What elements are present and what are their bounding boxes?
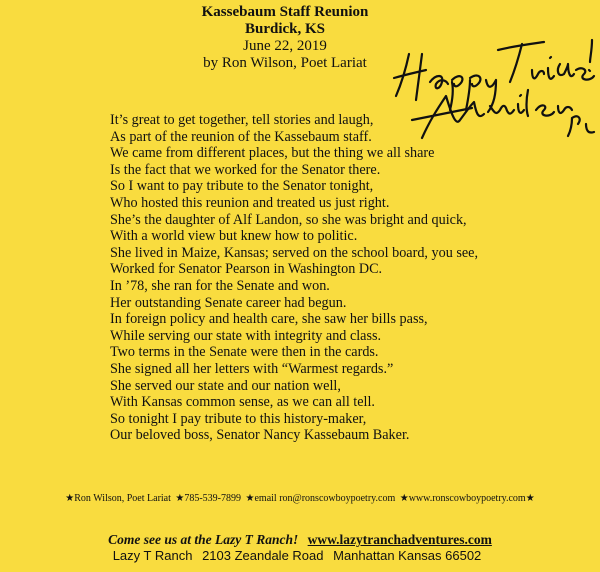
poem-line: She signed all her letters with “Warmest regards.” (110, 360, 394, 377)
contact-website: ★www.ronscowboypoetry.com★ (399, 493, 535, 504)
promo-website-link[interactable]: www.lazytranchadventures.com (307, 532, 492, 547)
poem-line: As part of the reunion of the Kassebaum staff. (110, 128, 372, 145)
ranch-name: Lazy T Ranch (112, 548, 193, 563)
contact-email: ★email ron@ronscowboypoetry.com (245, 493, 396, 504)
poem-line: Two terms in the Senate were then in the cards. (110, 344, 379, 361)
poem-body (110, 112, 510, 444)
poem-line: While serving our state with integrity and class. (110, 327, 382, 344)
poem-line: So tonight I pay tribute to this history-maker, (110, 410, 367, 427)
contact-phone: ★785-539-7899 (175, 493, 242, 504)
poem-line: We came from different places, but the thing we all share (110, 145, 435, 162)
poem-line: With Kansas common sense, as we can all tell. (110, 394, 375, 411)
promo-call-to-action: Come see us at the Lazy T Ranch! (108, 532, 299, 547)
poem-line: Is the fact that we worked for the Senator there. (110, 161, 381, 178)
poem-line: It’s great to get together, tell stories and laugh, (110, 112, 374, 128)
poem-line: In foreign policy and health care, she saw her bills pass, (110, 311, 428, 328)
poem-line: Her outstanding Senate career had begun. (110, 294, 347, 311)
event-date: June 22, 2019 (243, 38, 327, 54)
event-location: Burdick, KS (244, 21, 326, 37)
poem-line: She served our state and our nation well, (110, 377, 341, 394)
contact-name: ★Ron Wilson, Poet Lariat (65, 493, 171, 504)
poem-line: She lived in Maize, Kansas; served on the school board, you see, (110, 244, 478, 261)
document-title: Kassebaum Staff Reunion (201, 4, 369, 20)
author-byline: by Ron Wilson, Poet Lariat (203, 55, 367, 71)
poem-line: Our beloved boss, Senator Nancy Kassebaum Baker. (110, 427, 410, 444)
document-header (150, 4, 420, 72)
poem-line: Worked for Senator Pearson in Washington DC. (110, 261, 383, 278)
contact-line (0, 493, 600, 504)
poem-line: So I want to pay tribute to the Senator tonight, (110, 178, 374, 195)
poem-line: In ’78, she ran for the Senate and won. (110, 277, 330, 294)
ranch-promo (0, 532, 600, 564)
poem-line: She’s the daughter of Alf Landon, so she was bright and quick, (110, 211, 467, 228)
ranch-city: Manhattan Kansas 66502 (333, 548, 482, 563)
ranch-street: 2103 Zeandale Road (202, 548, 324, 563)
poem-line: With a world view but knew how to politic. (110, 228, 358, 245)
poem-line: Who hosted this reunion and treated us just right. (110, 194, 390, 211)
